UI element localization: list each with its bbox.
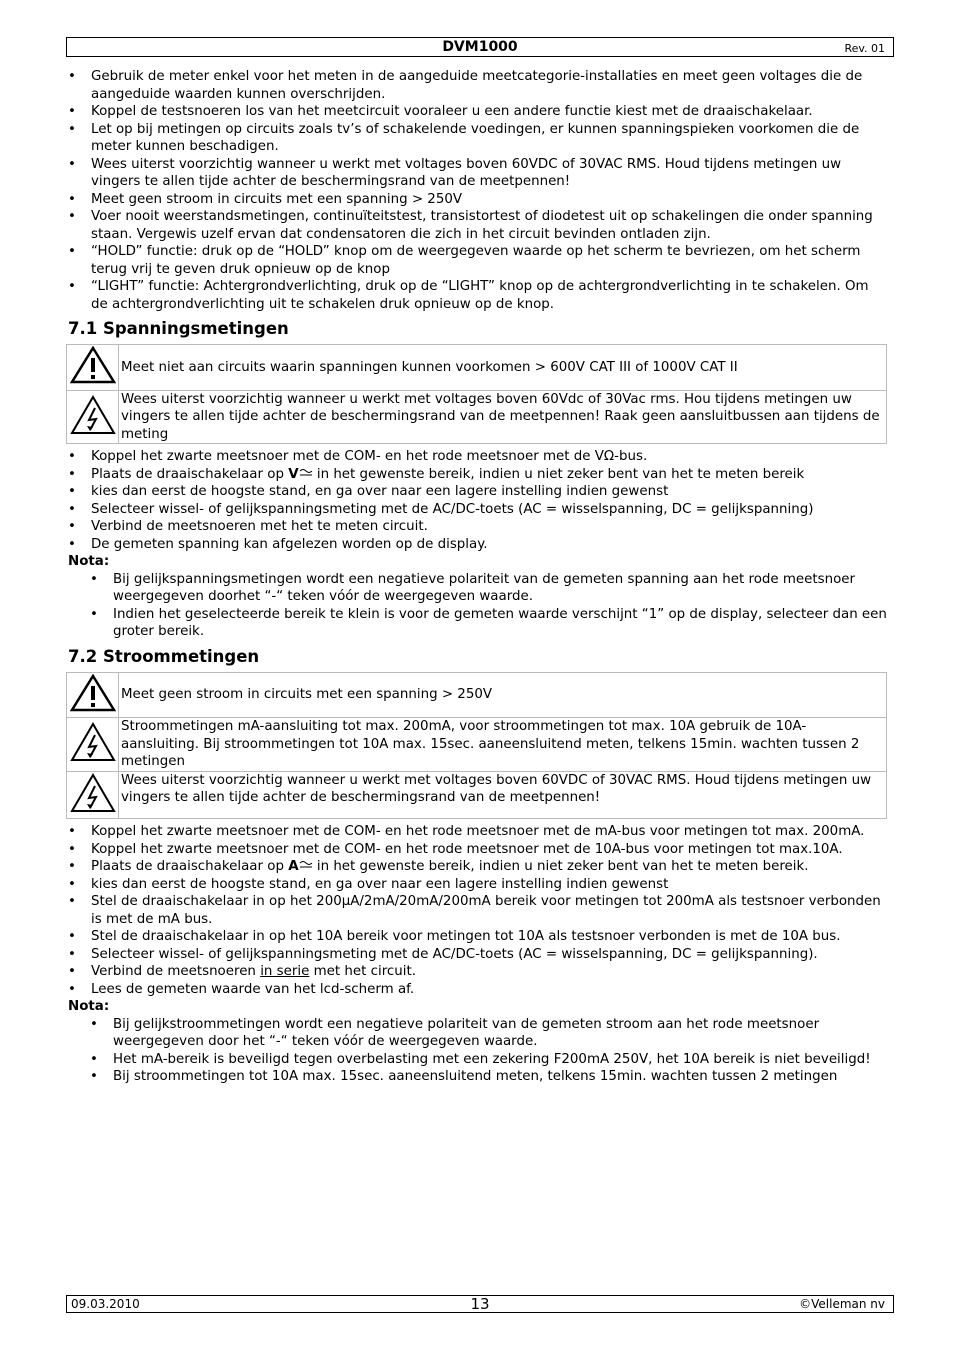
revision-label: Rev. 01 xyxy=(844,42,885,55)
current-symbol: A xyxy=(288,859,299,874)
warning-table xyxy=(66,344,887,444)
nota-list xyxy=(66,1016,888,1086)
list-item: • Let op bij metingen op circuits zoals tv’s of schakelende voedingen, er kunnen spanningspieken voorkomen die de meter kunnen beschadigen. xyxy=(66,121,888,156)
ac-dc-icon xyxy=(299,468,313,478)
list-item: • Bij gelijkspanningsmetingen wordt een negatieve polariteit van de gemeten spanning aan het rode meetsnoer weergegeven doorhet “-“ teken vóór de weergegeven waarde. xyxy=(66,571,888,606)
warning-text: Stroommetingen mA-aansluiting tot max. 200mA, voor stroommetingen tot max. 10A gebruik de 10A-aansluiting. Bij stroommetingen tot 10A max. 15sec. aaneensluitend meten, telkens 15min. wachten tussen 2 metingen xyxy=(119,718,887,772)
high-voltage-icon xyxy=(67,390,119,444)
warning-row xyxy=(67,672,887,718)
ac-dc-icon xyxy=(299,860,313,870)
warning-row xyxy=(67,771,887,819)
list-item: • Koppel het zwarte meetsnoer met de COM- en het rode meetsnoer met de VΩ-bus. xyxy=(66,448,888,466)
list-item: • Stel de draaischakelaar in op het 200µA/2mA/20mA/200mA bereik voor metingen tot 200mA als testsnoer verbonden is met de mA bus. xyxy=(66,893,888,928)
nota-label: Nota: xyxy=(68,999,110,1014)
list-item: • Gebruik de meter enkel voor het meten in de aangeduide meetcategorie-installaties en meet geen voltages die de aangeduide waarden kunnen overschrijden. xyxy=(66,68,888,103)
nota-label: Nota: xyxy=(68,554,110,569)
section-heading-spanningsmetingen: 7.1 Spanningsmetingen xyxy=(68,319,289,338)
list-item: • Verbind de meetsnoeren in serie met het circuit. xyxy=(66,963,888,981)
list-item: • Meet geen stroom in circuits met een spanning > 250V xyxy=(66,191,888,209)
warning-row xyxy=(67,718,887,772)
warning-triangle-icon xyxy=(67,672,119,718)
list-item: • Koppel het zwarte meetsnoer met de COM- en het rode meetsnoer met de mA-bus voor metingen tot max. 200mA. xyxy=(66,823,888,841)
document-title: DVM1000 xyxy=(442,39,518,55)
warning-text: Wees uiterst voorzichtig wanneer u werkt met voltages boven 60VDC of 30VAC RMS. Houd tijdens metingen uw vingers te allen tijde achter de beschermingsrand van de meetpennen! xyxy=(119,771,887,819)
list-item: • Wees uiterst voorzichtig wanneer u werkt met voltages boven 60VDC of 30VAC RMS. Houd tijdens metingen uw vingers te allen tijde achter de beschermingsrand van de meetpennen! xyxy=(66,156,888,191)
list-item: • Koppel het zwarte meetsnoer met de COM- en het rode meetsnoer met de 10A-bus voor metingen tot max.10A. xyxy=(66,841,888,859)
list-item: • Het mA-bereik is beveiligd tegen overbelasting met een zekering F200mA 250V, het 10A bereik is niet beveiligd! xyxy=(66,1051,888,1069)
intro-bullet-list xyxy=(66,68,888,313)
warning-row xyxy=(67,345,887,391)
list-item: • “LIGHT” functie: Achtergrondverlichting, druk op de “LIGHT” knop op de achtergrondverlichting in te schakelen. Om de achtergrondverlichting uit te schakelen druk opnieuw op de knop. xyxy=(66,278,888,313)
list-item: • Selecteer wissel- of gelijkspanningsmeting met de AC/DC-toets (AC = wisselspanning, DC = gelijkspanning) xyxy=(66,501,888,519)
list-item: • Plaats de draaischakelaar op V in het gewenste bereik, indien u niet zeker bent van het te meten bereik xyxy=(66,466,888,484)
section-heading-stroommetingen: 7.2 Stroommetingen xyxy=(68,646,260,666)
page-footer xyxy=(66,1295,894,1313)
current-bullet-list xyxy=(66,823,888,998)
voltage-bullet-list xyxy=(66,448,888,553)
high-voltage-icon xyxy=(67,718,119,772)
page-header xyxy=(66,37,894,57)
list-item: • Verbind de meetsnoeren met het te meten circuit. xyxy=(66,518,888,536)
nota-list xyxy=(66,571,888,641)
warning-triangle-icon xyxy=(67,345,119,391)
list-item: • kies dan eerst de hoogste stand, en ga over naar een lagere instelling indien gewenst xyxy=(66,483,888,501)
list-item: • De gemeten spanning kan afgelezen worden op de display. xyxy=(66,536,888,554)
list-item: • Indien het geselecteerde bereik te klein is voor de gemeten waarde verschijnt “1” op de display, selecteer dan een groter bereik. xyxy=(66,606,888,641)
warning-text: Meet niet aan circuits waarin spanningen kunnen voorkomen > 600V CAT III of 1000V CAT II xyxy=(119,345,887,391)
warning-text: Wees uiterst voorzichtig wanneer u werkt met voltages boven 60Vdc of 30Vac rms. Hou tijdens metingen uw vingers te allen tijde achter de beschermingsrand van de meetpennen! Raak geen aansluitbussen aan tijdens de meting xyxy=(119,390,887,444)
list-item: • Lees de gemeten waarde van het lcd-scherm af. xyxy=(66,981,888,999)
footer-date: 09.03.2010 xyxy=(71,1297,140,1311)
page-content xyxy=(66,68,888,1086)
list-item: • Voer nooit weerstandsmetingen, continuïteitstest, transistortest of diodetest uit op schakelingen die onder spanning staan. Vergewis uzelf ervan dat condensatoren die zich in het circuit bevinden ontladen zijn. xyxy=(66,208,888,243)
list-item: • kies dan eerst de hoogste stand, en ga over naar een lagere instelling indien gewenst xyxy=(66,876,888,894)
list-item: • Koppel de testsnoeren los van het meetcircuit vooraleer u een andere functie kiest met de draaischakelaar. xyxy=(66,103,888,121)
list-item: • Plaats de draaischakelaar op A in het gewenste bereik, indien u niet zeker bent van het te meten bereik. xyxy=(66,858,888,876)
list-item: • Stel de draaischakelaar in op het 10A bereik voor metingen tot 10A als testsnoer verbonden is met de 10A bus. xyxy=(66,928,888,946)
page-number: 13 xyxy=(470,1295,490,1313)
warning-row xyxy=(67,390,887,444)
list-item: • Selecteer wissel- of gelijkspanningsmeting met de AC/DC-toets (AC = wisselspanning, DC = gelijkspanning). xyxy=(66,946,888,964)
footer-copyright: ©Velleman nv xyxy=(799,1297,885,1311)
high-voltage-icon xyxy=(67,771,119,819)
list-item: • “HOLD” functie: druk op de “HOLD” knop om de weergegeven waarde op het scherm te bevriezen, om het scherm terug vrij te geven druk opnieuw op de knop xyxy=(66,243,888,278)
list-item: • Bij gelijkstroommetingen wordt een negatieve polariteit van de gemeten stroom aan het rode meetsnoer weergegeven door het “-“ teken vóór de weergegeven waarde. xyxy=(66,1016,888,1051)
list-item: • Bij stroommetingen tot 10A max. 15sec. aaneensluitend meten, telkens 15min. wachten tussen 2 metingen xyxy=(66,1068,888,1086)
voltage-symbol: V xyxy=(288,466,299,482)
warning-table xyxy=(66,672,887,820)
warning-text: Meet geen stroom in circuits met een spanning > 250V xyxy=(119,672,887,718)
